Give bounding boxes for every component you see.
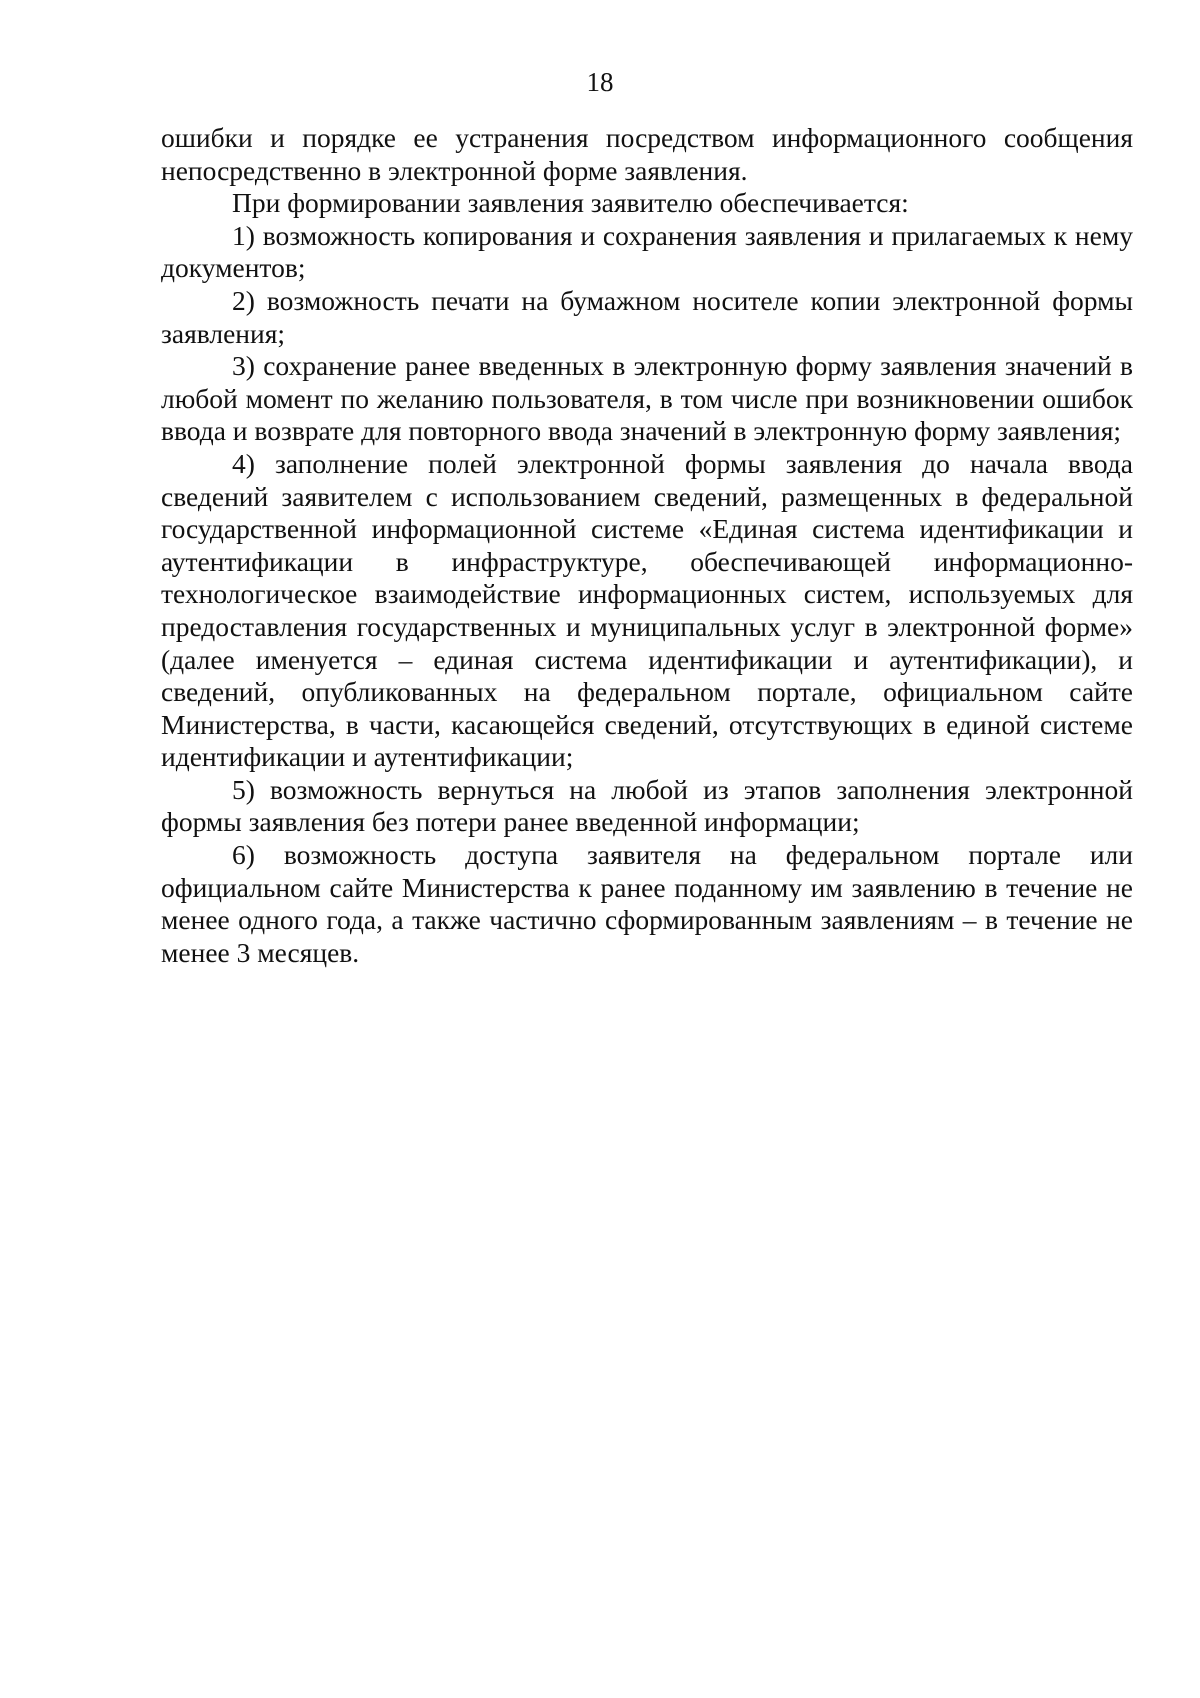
document-body (161, 122, 1133, 969)
list-item-3: 3) сохранение ранее введенных в электронную форму заявления значений в любой момент по желанию пользователя, в том числе при возникновении ошибок ввода и возврате для повторного ввода значений в электронную форму заявления; (161, 350, 1133, 447)
list-item-5: 5) возможность вернуться на любой из этапов заполнения электронной формы заявления без потери ранее введенной информации; (161, 773, 1133, 838)
list-item-4: 4) заполнение полей электронной формы заявления до начала ввода сведений заявителем с использованием сведений, размещенных в федеральной государственной информационной системе «Единая система идентификации и аутентификации в инфраструктуре, обеспечивающей информационно-технологическое взаимодействие информационных систем, используемых для предоставления государственных и муниципальных услуг в электронной форме» (далее именуется – единая система идентификации и аутентификации), и сведений, опубликованных на федеральном портале, официальном сайте Министерства, в части, касающейся сведений, отсутствующих в единой системе идентификации и аутентификации; (161, 447, 1133, 773)
page-number: 18 (586, 67, 614, 97)
paragraph-intro: При формировании заявления заявителю обеспечивается: (232, 187, 909, 219)
list-item-1: 1) возможность копирования и сохранения заявления и прилагаемых к нему документов; (161, 219, 1133, 284)
list-item-6: 6) возможность доступа заявителя на федеральном портале или официальном сайте Министерства к ранее поданному им заявлению в течение не менее одного года, а также частично сформированным заявлениям – в течение не менее 3 месяцев. (161, 839, 1133, 968)
paragraph-continuation: ошибки и порядке ее устранения посредством информационного сообщения непосредственно в электронной форме заявления. (161, 122, 1133, 186)
list-item-2: 2) возможность печати на бумажном носителе копии электронной формы заявления; (161, 284, 1133, 349)
